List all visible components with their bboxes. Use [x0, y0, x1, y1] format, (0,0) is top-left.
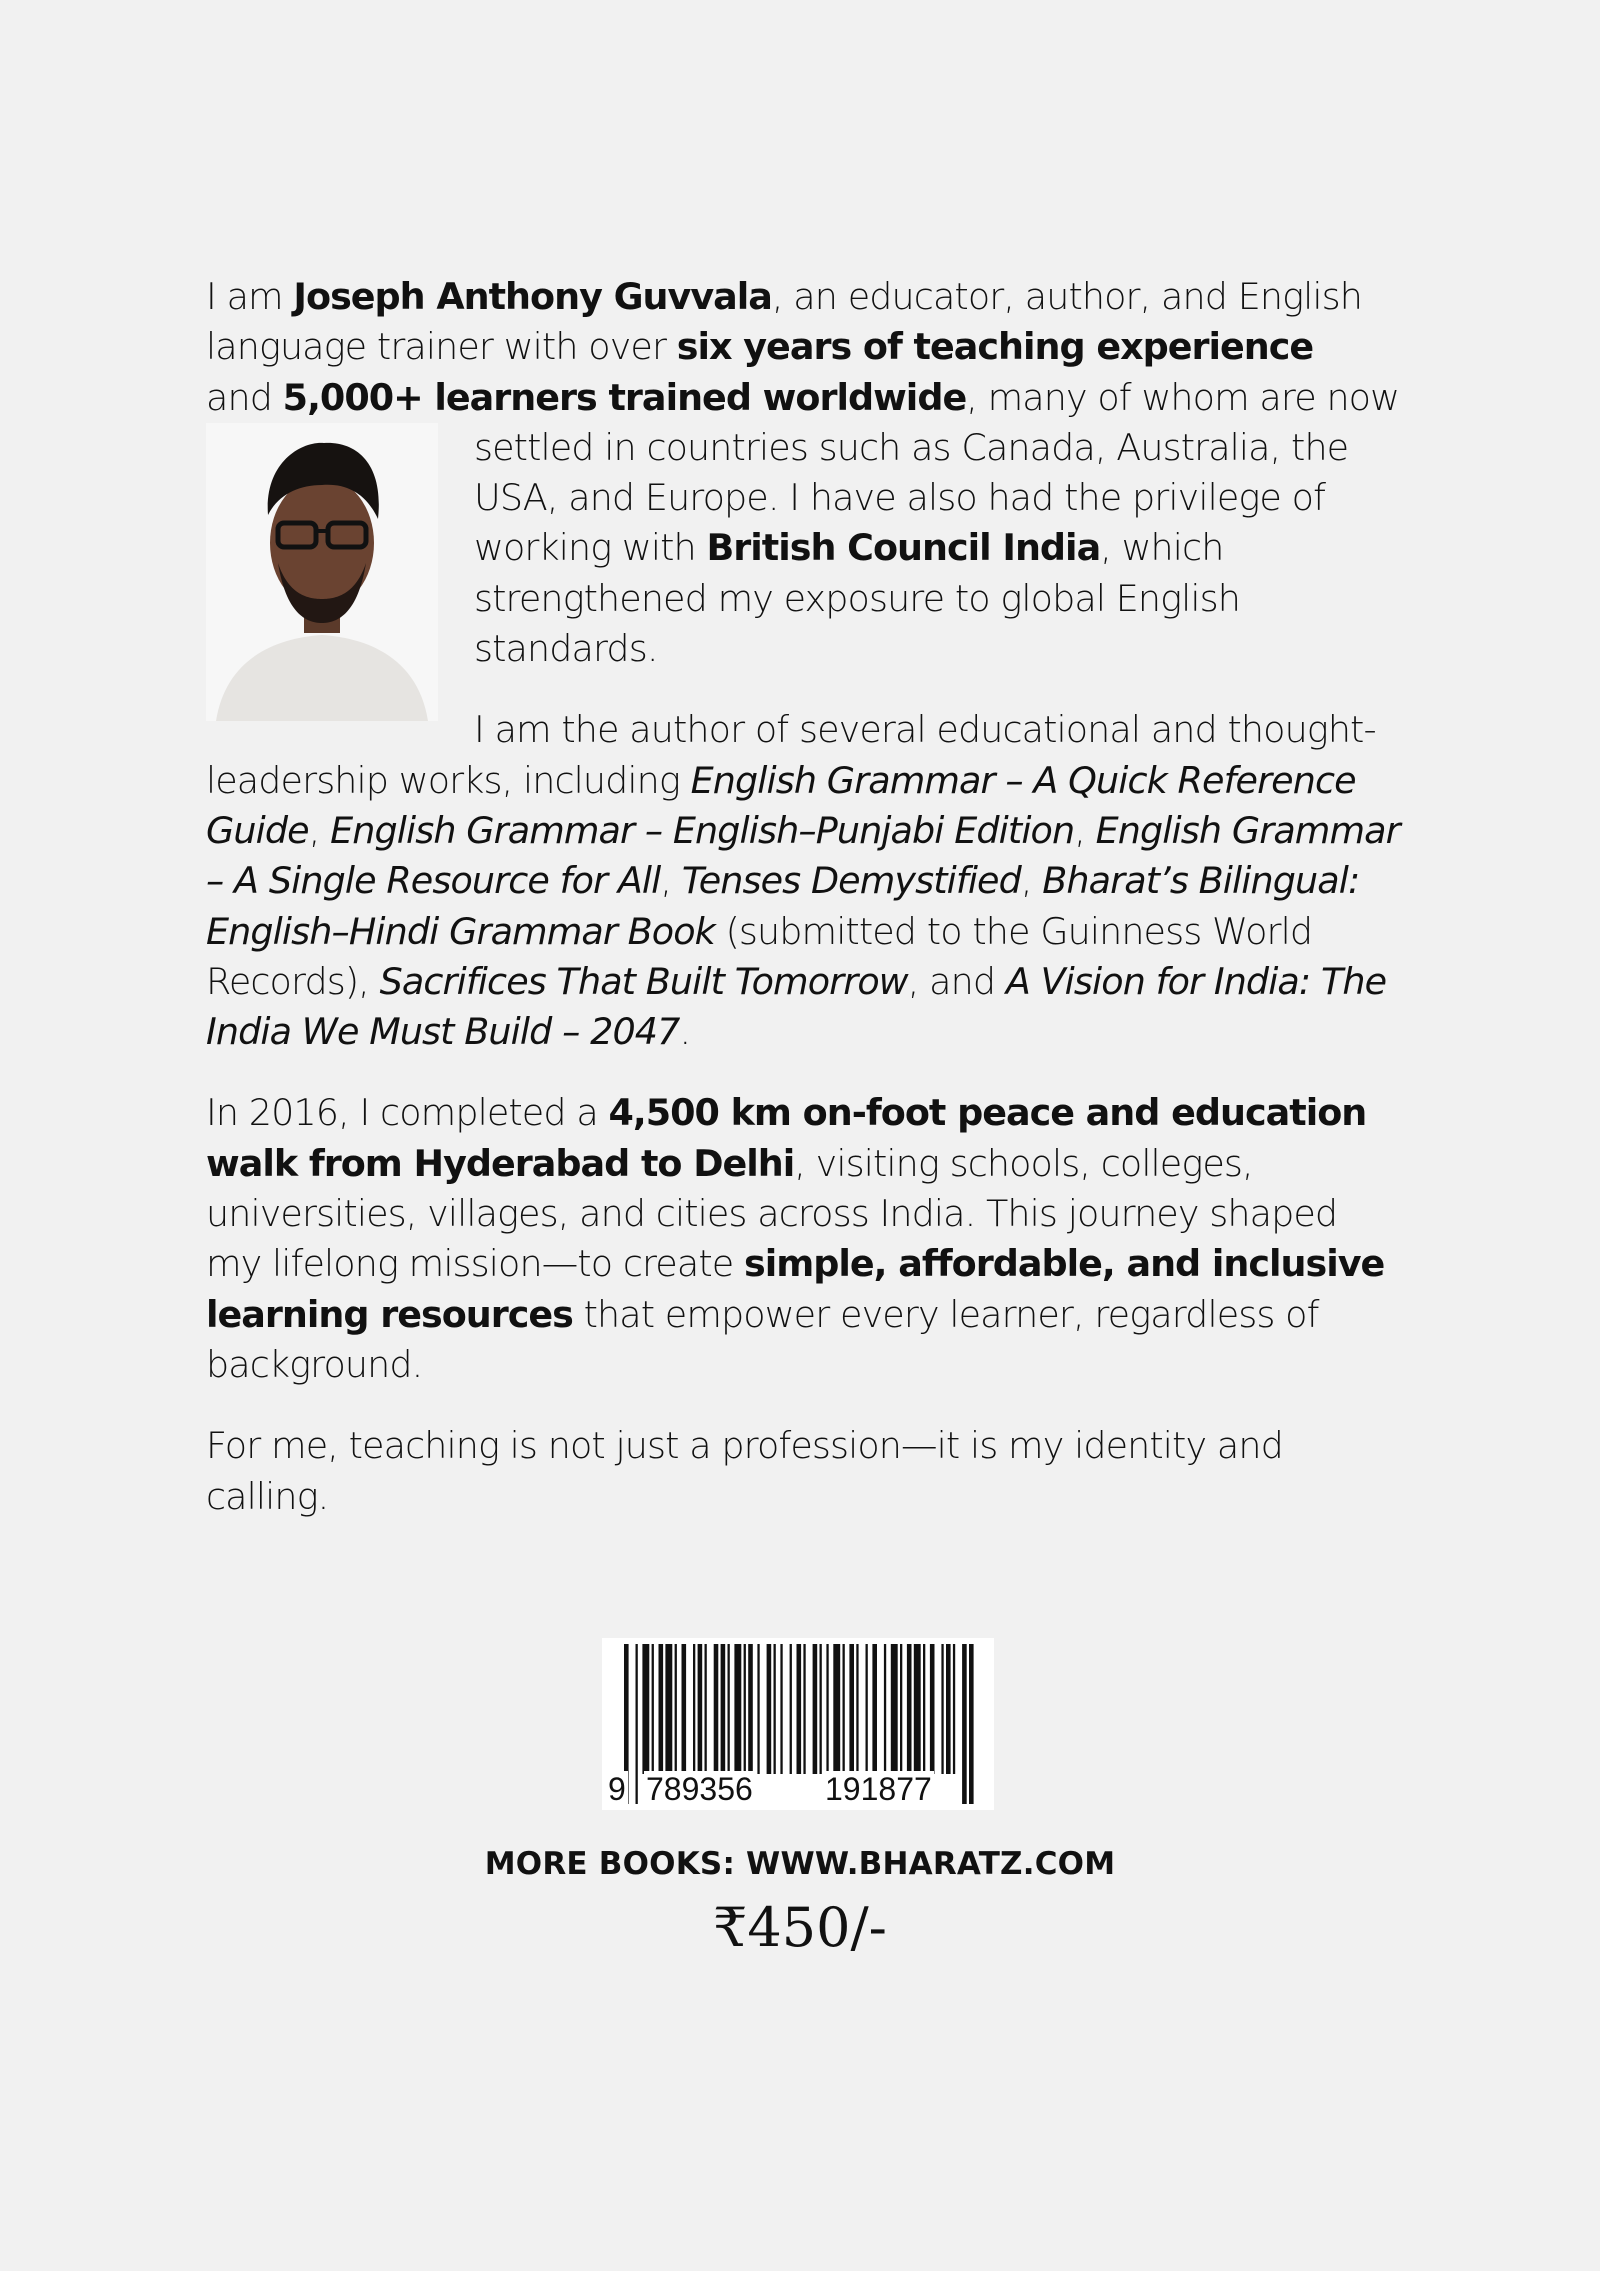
isbn-digits: 9 789356 191877 [608, 1771, 932, 1807]
barcode-bar [826, 1644, 828, 1774]
barcode-bar [797, 1644, 802, 1774]
author-bio [206, 272, 1402, 1553]
barcode-bar [813, 1644, 818, 1774]
barcode-bar [900, 1644, 902, 1774]
price: ₹450/- [713, 1896, 887, 1959]
more-books-link: MORE BOOKS: WWW.BHARATZ.COM [484, 1846, 1116, 1882]
barcode-bar [734, 1644, 741, 1774]
barcode-bar [728, 1644, 730, 1774]
barcode-bar [941, 1644, 943, 1774]
bio-paragraph-1: I am Joseph Anthony Guvvala, an educator, author, and English language trainer with over six years of teaching experience and 5,000+ learners trained worldwide, many of whom are now settled in countries such as Canada, Australia, the USA, and Europe. I have also had the privilege of working with British Council India, which strengthened my exposure to global English standards. [206, 272, 1402, 674]
barcode-bar [907, 1644, 912, 1774]
barcode-bar [721, 1644, 726, 1774]
barcode-bar [891, 1644, 898, 1774]
barcode-bar [790, 1644, 792, 1774]
barcode-bar [780, 1644, 782, 1774]
barcode-bar [675, 1644, 677, 1774]
barcode-bar [659, 1644, 664, 1774]
barcode-bar [946, 1644, 951, 1774]
book-title: Tenses Demystified [681, 859, 1021, 903]
author-name: Joseph Anthony Guvvala [293, 275, 772, 318]
barcode-bar [923, 1644, 925, 1774]
barcode-bar [843, 1644, 845, 1774]
book-title: English Grammar – A Quick Reference Guide [206, 758, 1356, 852]
barcode-bar [803, 1644, 805, 1774]
barcode-bar [757, 1644, 759, 1774]
barcode-bar [953, 1644, 955, 1774]
barcode-bar [884, 1644, 886, 1774]
barcode-bar [652, 1644, 654, 1774]
isbn-barcode [602, 1638, 994, 1810]
barcode-bar [767, 1644, 772, 1774]
barcode-bar [705, 1644, 707, 1774]
book-title: Sacrifices That Built Tomorrow [379, 959, 908, 1003]
bio-paragraph-4: For me, teaching is not just a profession—it is my identity and calling. [206, 1424, 1283, 1518]
author-photo [206, 423, 438, 721]
book-title: Bharat’s Bilingual: English–Hindi Grammar Book [206, 859, 1360, 953]
bio-paragraph-2: I am the author of several educational and thought-leadership works, including English Grammar – A Quick Reference Guide, English Grammar – English–Punjabi Edition, English Grammar – A Single Resource for All, Tenses Demystified, Bharat’s Bilingual: English–Hindi Grammar Book (submitted to the Guinness World Records), Sacrifices That Built Tomorrow, and A Vision for India: The India We Must Build – 2047. [206, 708, 1400, 1054]
bio-paragraph-3: In 2016, I completed a 4,500 km on-foot peace and education walk from Hyderabad to Delhi, visiting schools, colleges, universities, villages, and cities across India. This journey shaped my lifelong mission—to create simple, affordable, and inclusive learning resources that empower every learner, regardless of background. [206, 1091, 1385, 1386]
barcode-bar [774, 1644, 776, 1774]
barcode-bar [833, 1644, 840, 1774]
barcode-bar [930, 1644, 935, 1774]
barcode-bar [872, 1644, 877, 1774]
barcode-bar [698, 1644, 703, 1774]
barcode-bar [849, 1644, 854, 1774]
book-title: English Grammar – English–Punjabi Edition [330, 808, 1075, 852]
barcode-bar [914, 1644, 921, 1774]
book-title: English Grammar – A Single Resource for All [206, 808, 1400, 903]
book-title: A Vision for India: The India We Must Build – 2047 [206, 959, 1387, 1054]
barcode-bar [642, 1644, 649, 1774]
barcode-bar [693, 1644, 695, 1774]
barcode-bar [665, 1644, 672, 1774]
barcode-bar [820, 1644, 822, 1774]
barcode-bar [682, 1644, 687, 1774]
barcode-bar [714, 1644, 719, 1774]
